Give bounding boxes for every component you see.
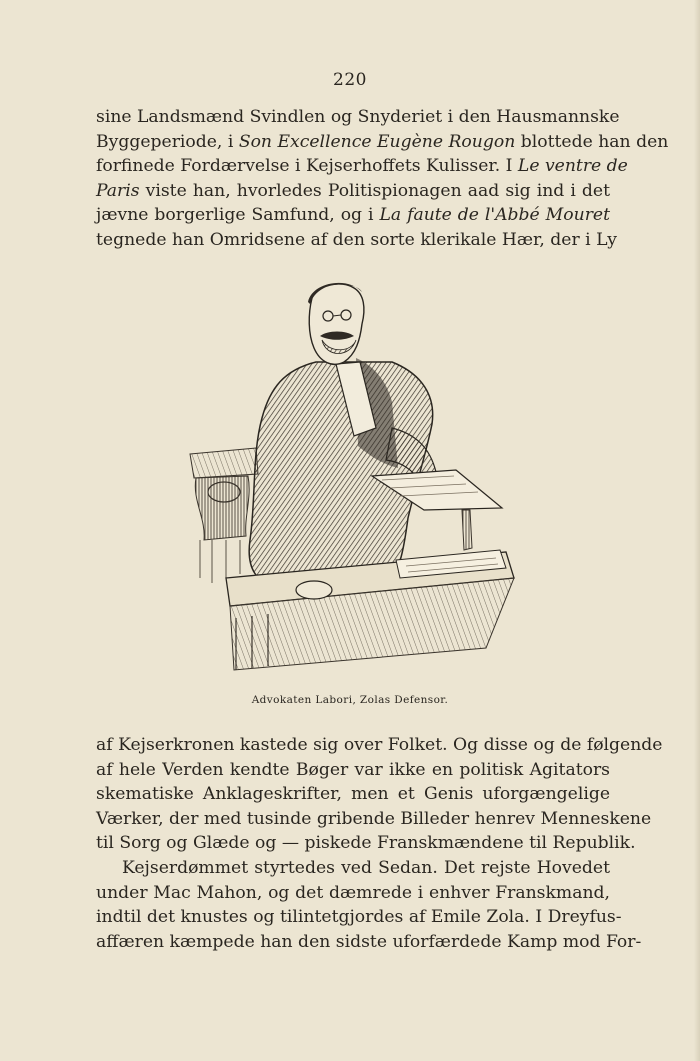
page-number: 220 [333, 70, 367, 90]
illustration-labori [186, 278, 518, 673]
text-line: af Kejserkronen kastede sig over Folket. Og disse og de følgende [96, 735, 663, 755]
text-line: tegnede han Omridsene af den sorte klerikale Hær, der i Ly [96, 229, 617, 250]
book-title-italic: La faute de l'Abbé Mouret [379, 205, 610, 226]
book-title-italic: Paris [96, 180, 140, 201]
text-line: affæren kæmpede han den sidste uforfærdede Kamp mod For- [96, 931, 642, 952]
text-line: Paris viste han, hvorledes Politispionagen aad sig ind i det [96, 180, 610, 201]
lectern [462, 510, 472, 550]
book-title-italic: Son Excellence Eugène Rougon [238, 131, 516, 152]
text-line: forfinede Fordærvelse i Kejserhoffets Kulisser. I Le ventre de [96, 156, 628, 177]
page-edge [694, 0, 700, 1061]
text-line: Byggeperiode, i Son Excellence Eugène Rougon blottede han den [96, 131, 669, 152]
text-line: Kejserdømmet styrtedes ved Sedan. Det rejste Hovedet [122, 857, 610, 878]
paragraph-top [96, 105, 669, 253]
book-title-italic: Le ventre de [517, 156, 628, 177]
text-line: af hele Verden kendte Bøger var ikke en politisk Agitators [96, 759, 610, 780]
text-line: skematiske Anklageskrifter, men et Genis uforgængelige [96, 784, 610, 805]
text-line: under Mac Mahon, og det dæmrede i enhver Franskmand, [96, 882, 610, 903]
text-line: til Sorg og Glæde og — piskede Franskmændene til Republik. [96, 833, 636, 854]
text-line: sine Landsmænd Svindlen og Snyderiet i den Hausmannske [96, 107, 620, 127]
text-line: indtil det knustes og tilintetgjordes af Emile Zola. I Dreyfus- [96, 907, 622, 928]
paragraph-bottom [96, 733, 663, 954]
text-line: Værker, der med tusinde gribende Billeder henrev Menneskene [96, 808, 652, 829]
text-line: jævne borgerlige Samfund, og i La faute de l'Abbé Mouret [96, 205, 610, 226]
head [308, 283, 364, 364]
bench-ornament [190, 448, 258, 583]
figure-caption: Advokaten Labori, Zolas Defensor. [251, 694, 449, 706]
